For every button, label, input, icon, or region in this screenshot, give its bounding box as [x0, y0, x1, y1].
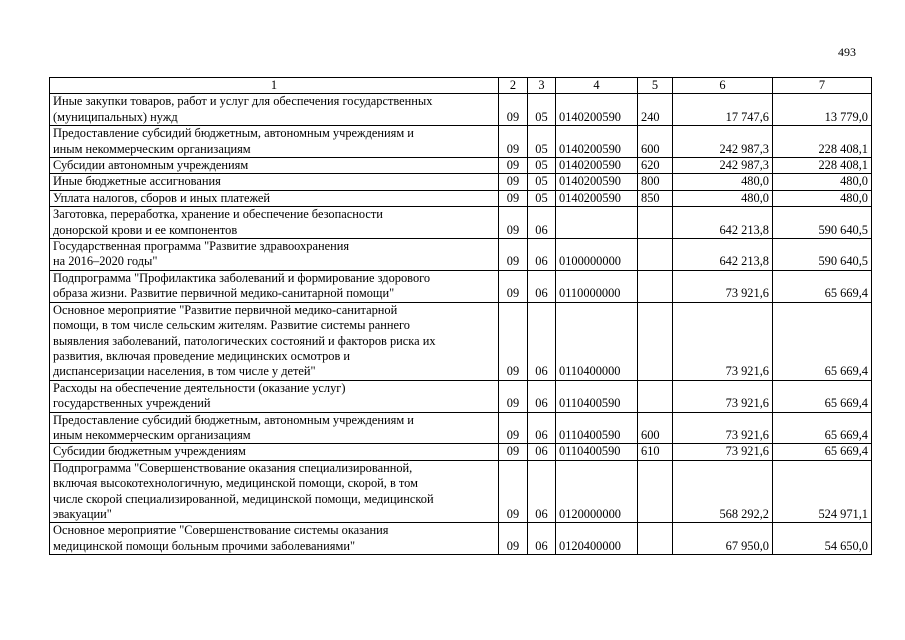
row-description-text: Иные закупки товаров, работ и услуг для обеспечения государственных (муниципальных) нужд — [53, 94, 433, 124]
expense-type-code: 240 — [638, 94, 673, 126]
subsection-code: 06 — [528, 380, 556, 412]
amount-col-7: 524 971,1 — [773, 460, 872, 523]
amount-col-7: 480,0 — [773, 190, 872, 206]
section-code: 09 — [499, 444, 528, 460]
row-description-text: Основное мероприятие "Развитие первичной медико-санитарной помощи, в том числе сельским жителям. Развитие системы раннего выявления заболеваний, патологических состояний и факторов риска их развития, включая проведение медицинских осмотров и диспансеризации населения, в том числе у детей" — [53, 302, 436, 379]
expense-type-code — [638, 460, 673, 523]
row-description — [50, 523, 499, 555]
table-row — [50, 412, 872, 444]
expense-type-code: 850 — [638, 190, 673, 206]
amount-col-6: 73 921,6 — [673, 302, 773, 380]
subsection-code: 05 — [528, 190, 556, 206]
target-article-code: 0140200590 — [556, 126, 638, 158]
section-code: 09 — [499, 380, 528, 412]
expense-type-code: 600 — [638, 126, 673, 158]
subsection-code: 06 — [528, 444, 556, 460]
amount-col-6: 73 921,6 — [673, 444, 773, 460]
header-cell: 7 — [773, 78, 872, 94]
amount-col-7: 65 669,4 — [773, 444, 872, 460]
expense-type-code: 620 — [638, 158, 673, 174]
table-row — [50, 302, 872, 380]
amount-col-7: 65 669,4 — [773, 302, 872, 380]
subsection-code: 05 — [528, 126, 556, 158]
table-row — [50, 380, 872, 412]
section-code: 09 — [499, 94, 528, 126]
section-code: 09 — [499, 270, 528, 302]
target-article-code — [556, 207, 638, 239]
budget-table — [49, 77, 872, 555]
header-cell: 4 — [556, 78, 638, 94]
expense-type-code: 610 — [638, 444, 673, 460]
target-article-code: 0110400590 — [556, 412, 638, 444]
expense-type-code — [638, 270, 673, 302]
target-article-code: 0120000000 — [556, 460, 638, 523]
row-description-text: Расходы на обеспечение деятельности (оказание услуг) государственных учреждений — [53, 380, 346, 411]
amount-col-7: 228 408,1 — [773, 126, 872, 158]
subsection-code: 06 — [528, 412, 556, 444]
table-row — [50, 207, 872, 239]
table-row — [50, 270, 872, 302]
row-description — [50, 444, 499, 460]
subsection-code: 06 — [528, 207, 556, 239]
expense-type-code — [638, 380, 673, 412]
header-cell: 2 — [499, 78, 528, 94]
amount-col-7: 54 650,0 — [773, 523, 872, 555]
row-description-text: Субсидии автономным учреждениям — [53, 158, 249, 173]
section-code: 09 — [499, 302, 528, 380]
subsection-code: 06 — [528, 460, 556, 523]
amount-col-6: 67 950,0 — [673, 523, 773, 555]
subsection-code: 06 — [528, 270, 556, 302]
table-row — [50, 523, 872, 555]
section-code: 09 — [499, 126, 528, 158]
row-description — [50, 270, 499, 302]
expense-type-code: 600 — [638, 412, 673, 444]
subsection-code: 05 — [528, 158, 556, 174]
table-row — [50, 444, 872, 460]
table-row — [50, 190, 872, 206]
section-code: 09 — [499, 239, 528, 271]
amount-col-6: 568 292,2 — [673, 460, 773, 523]
row-description — [50, 412, 499, 444]
target-article-code: 0110400590 — [556, 444, 638, 460]
header-cell: 3 — [528, 78, 556, 94]
amount-col-6: 73 921,6 — [673, 412, 773, 444]
amount-col-6: 480,0 — [673, 190, 773, 206]
section-code: 09 — [499, 412, 528, 444]
amount-col-7: 590 640,5 — [773, 207, 872, 239]
row-description — [50, 207, 499, 239]
amount-col-6: 17 747,6 — [673, 94, 773, 126]
amount-col-7: 228 408,1 — [773, 158, 872, 174]
amount-col-7: 480,0 — [773, 174, 872, 190]
amount-col-6: 73 921,6 — [673, 380, 773, 412]
header-cell: 5 — [638, 78, 673, 94]
row-description — [50, 126, 499, 158]
expense-type-code — [638, 302, 673, 380]
target-article-code: 0140200590 — [556, 94, 638, 126]
row-description-text: Основное мероприятие "Совершенствование системы оказания медицинской помощи больным прочими заболеваниями" — [53, 523, 389, 553]
subsection-code: 06 — [528, 523, 556, 555]
row-description — [50, 190, 499, 206]
section-code: 09 — [499, 523, 528, 555]
table-row — [50, 126, 872, 158]
amount-col-7: 65 669,4 — [773, 380, 872, 412]
subsection-code: 06 — [528, 302, 556, 380]
row-description — [50, 158, 499, 174]
amount-col-6: 642 213,8 — [673, 239, 773, 271]
target-article-code: 0140200590 — [556, 158, 638, 174]
target-article-code: 0140200590 — [556, 174, 638, 190]
row-description-text: Уплата налогов, сборов и иных платежей — [53, 190, 271, 205]
table-row — [50, 158, 872, 174]
amount-col-6: 242 987,3 — [673, 126, 773, 158]
table-row — [50, 239, 872, 271]
row-description-text: Субсидии бюджетным учреждениям — [53, 444, 246, 459]
row-description-text: Подпрограмма "Совершенствование оказания специализированной, включая высокотехнологичную, медицинской помощи, скорой, в том числе скорой специализированной, медицинской помощи, медицинской эвакуации" — [53, 460, 434, 521]
table-row — [50, 460, 872, 523]
row-description-text: Иные бюджетные ассигнования — [53, 174, 221, 189]
amount-col-7: 65 669,4 — [773, 412, 872, 444]
row-description — [50, 239, 499, 271]
target-article-code: 0110400000 — [556, 302, 638, 380]
expense-type-code: 800 — [638, 174, 673, 190]
section-code: 09 — [499, 190, 528, 206]
amount-col-7: 13 779,0 — [773, 94, 872, 126]
row-description — [50, 302, 499, 380]
table-row — [50, 94, 872, 126]
expense-type-code — [638, 239, 673, 271]
row-description-text: Подпрограмма "Профилактика заболеваний и формирование здорового образа жизни. Развитие первичной медико-санитарной помощи" — [53, 270, 431, 301]
row-description — [50, 460, 499, 523]
row-description-text: Заготовка, переработка, хранение и обеспечение безопасности донорской крови и ее компонентов — [53, 207, 383, 237]
header-cell: 6 — [673, 78, 773, 94]
section-code: 09 — [499, 460, 528, 523]
row-description — [50, 94, 499, 126]
expense-type-code — [638, 523, 673, 555]
subsection-code: 05 — [528, 94, 556, 126]
table-row — [50, 174, 872, 190]
subsection-code: 06 — [528, 239, 556, 271]
amount-col-6: 480,0 — [673, 174, 773, 190]
target-article-code: 0120400000 — [556, 523, 638, 555]
amount-col-6: 73 921,6 — [673, 270, 773, 302]
amount-col-7: 590 640,5 — [773, 239, 872, 271]
row-description — [50, 174, 499, 190]
target-article-code: 0110000000 — [556, 270, 638, 302]
page-number: 493 — [838, 45, 856, 59]
row-description — [50, 380, 499, 412]
section-code: 09 — [499, 174, 528, 190]
section-code: 09 — [499, 207, 528, 239]
row-description-text: Государственная программа "Развитие здравоохранения на 2016–2020 годы" — [53, 239, 350, 269]
row-description-text: Предоставление субсидий бюджетным, автономным учреждениям и иным некоммерческим организациям — [53, 126, 414, 156]
amount-col-6: 242 987,3 — [673, 158, 773, 174]
row-description-text: Предоставление субсидий бюджетным, автономным учреждениям и иным некоммерческим организациям — [53, 412, 414, 442]
amount-col-6: 642 213,8 — [673, 207, 773, 239]
expense-type-code — [638, 207, 673, 239]
subsection-code: 05 — [528, 174, 556, 190]
table-header-row — [50, 78, 872, 94]
section-code: 09 — [499, 158, 528, 174]
target-article-code: 0140200590 — [556, 190, 638, 206]
target-article-code: 0110400590 — [556, 380, 638, 412]
header-cell: 1 — [50, 78, 499, 94]
amount-col-7: 65 669,4 — [773, 270, 872, 302]
target-article-code: 0100000000 — [556, 239, 638, 271]
